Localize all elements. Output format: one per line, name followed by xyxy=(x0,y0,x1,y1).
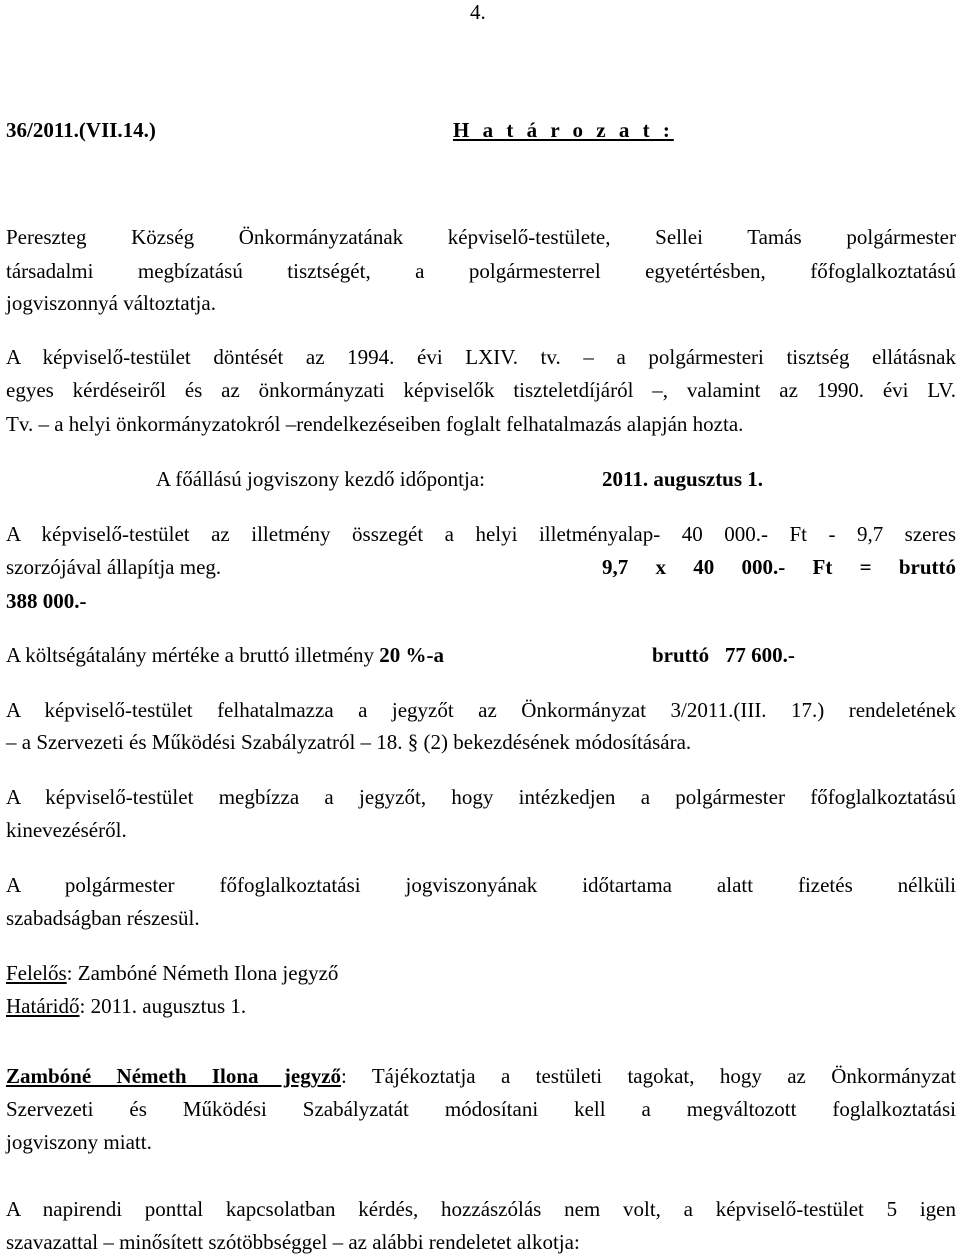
deadline-value: : 2011. augusztus 1. xyxy=(79,994,247,1018)
appoint-line2: kinevezéséről. xyxy=(6,818,127,842)
closing-line2: szavazattal – minősített szótöbbséggel – az alábbi rendeletet alkotja: xyxy=(6,1230,580,1254)
para2-line3: Tv. – a helyi önkormányzatokról –rendelkezéseiben foglalt felhatalmazás alapján hozta. xyxy=(6,412,744,436)
gross-salary-value: 388 000.- xyxy=(6,589,87,613)
allowance-value: bruttó 77 600.- xyxy=(652,643,795,667)
closing-line1: A napirendi ponttal kapcsolatban kérdés, hozzászólás nem volt, a képviselő-testület 5 igen xyxy=(6,1197,956,1221)
rule-line1: A képviselő-testület felhatalmazza a jegyzőt az Önkormányzat 3/2011.(III. 17.) rendeletének xyxy=(6,698,956,722)
notary-line2: Szervezeti és Működési Szabályzatát módosítani kell a megváltozott foglalkoztatási xyxy=(6,1097,956,1121)
deadline-line xyxy=(6,994,246,1018)
deadline-label: Határidő xyxy=(6,994,80,1018)
notary-line1 xyxy=(6,1064,956,1088)
leave-line1: A polgármester főfoglalkoztatási jogviszonyának időtartama alatt fizetés nélküli xyxy=(6,873,956,897)
notary-name: Zambóné Németh Ilona jegyző xyxy=(6,1064,342,1088)
start-date-label: A főállású jogviszony kezdő időpontja: xyxy=(156,467,485,491)
allowance-line xyxy=(6,643,444,667)
rule-line2: – a Szervezeti és Működési Szabályzatról – 18. § (2) bekezdésének módosítására. xyxy=(6,730,692,754)
notary-line3: jogviszony miatt. xyxy=(6,1130,152,1154)
salary-line1: A képviselő-testület az illetmény összegét a helyi illetményalap- 40 000.- Ft - 9,7 szeres xyxy=(6,522,956,546)
allowance-text: A költségátalány mértéke a bruttó illetmény xyxy=(6,643,380,667)
responsible-value: : Zambóné Németh Ilona jegyző xyxy=(66,961,339,985)
para1-line3: jogviszonnyá változtatja. xyxy=(6,291,216,315)
para2-line1: A képviselő-testület döntését az 1994. évi LXIV. tv. – a polgármesteri tisztség ellátásnak xyxy=(6,345,956,369)
allowance-percent: 20 %-a xyxy=(379,643,444,667)
salary-formula: 9,7 x 40 000.- Ft = bruttó xyxy=(602,555,956,579)
salary-line2-left: szorzójával állapítja meg. xyxy=(6,555,222,579)
notary-line1-rest: : Tájékoztatja a testületi tagokat, hogy az Önkormányzat xyxy=(341,1064,956,1088)
responsible-line xyxy=(6,961,338,985)
para2-line2: egyes kérdéseiről és az önkormányzati képviselők tiszteletdíjáról –, valamint az 1990. évi LV. xyxy=(6,378,956,402)
resolution-number: 36/2011.(VII.14.) xyxy=(6,118,156,142)
para1-line2: társadalmi megbízatású tisztségét, a polgármesterrel egyetértésben, főfoglalkoztatású xyxy=(6,259,956,283)
start-date-value: 2011. augusztus 1. xyxy=(602,467,764,491)
page-number: 4. xyxy=(470,0,486,24)
responsible-label: Felelős xyxy=(6,961,67,985)
appoint-line1: A képviselő-testület megbízza a jegyzőt, hogy intézkedjen a polgármester főfoglalkoztatású xyxy=(6,785,956,809)
para1-line1: Pereszteg Község Önkormányzatának képviselő-testülete, Sellei Tamás polgármester xyxy=(6,225,956,249)
leave-line2: szabadságban részesül. xyxy=(6,906,200,930)
resolution-heading: H a t á r o z a t : xyxy=(453,118,674,142)
